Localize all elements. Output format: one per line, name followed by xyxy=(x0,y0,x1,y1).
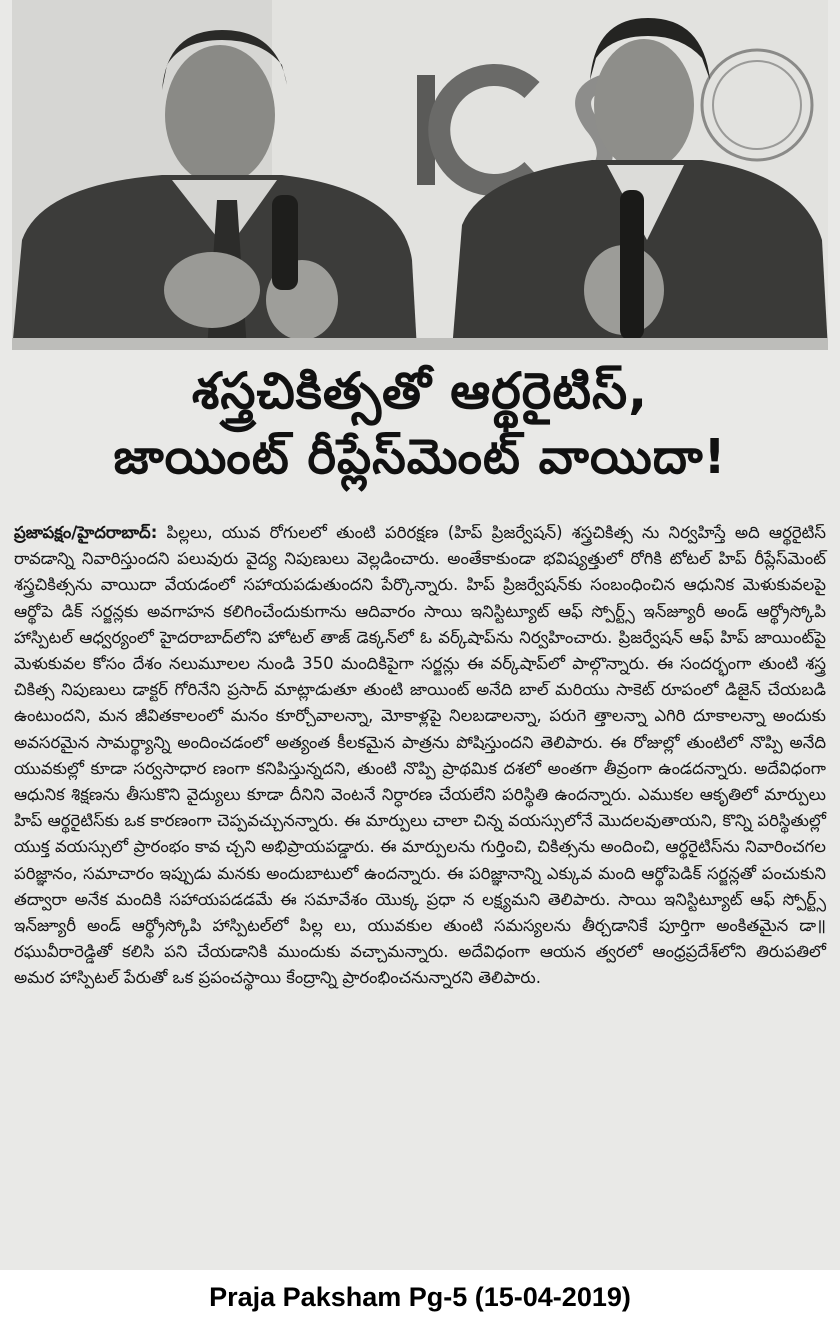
headline xyxy=(12,358,828,490)
article-body xyxy=(14,520,826,992)
photo-illustration xyxy=(12,0,828,350)
dateline: ప్రజాపక్షం/హైదరాబాద్: xyxy=(14,523,158,542)
headline-line-2: జాయింట్ రీప్లేస్‌మెంట్ వాయిదా! xyxy=(113,429,727,485)
headline-line-1: శస్త్రచికిత్సతో ఆర్థరైటిస్, xyxy=(191,362,649,420)
article-text: పిల్లలు, యువ రోగులలో తుంటి పరిరక్షణ (హిప్ ప్రిజర్వేషన్) శస్త్రచికిత్స ను నిర్వహిస్తే అది ఆర్థరైటిస్ రావడాన్ని నివారిస్తుందని పలువురు వైద్య నిపుణులు వెల్లడించారు. అంతేకాకుండా భవిష్యత్తులో రోగికి టోటల్ హిప్ రీప్లేస్‌మెంట్ శస్త్రచికిత్సను వాయిదా వేయడంలో సహాయపడుతుందని పేర్కొన్నారు. హిప్ ప్రిజర్వేషన్‌కు సంబంధించిన ఆధునిక మెళుకువలపై ఆర్థోపె డిక్ సర్జన్లకు అవగాహన కలిగించేందుకుగాను ఆదివారం సాయి ఇనిస్టిట్యూట్ ఆఫ్ స్పోర్ట్స్ ఇన్‌జ్యూరీ అండ్ ఆర్థ్రోస్కోపి హాస్పిటల్ ఆధ్వర్యంలో హైదరాబాద్‌లోని హోటల్ తాజ్ డెక్కన్‌లో ఓ వర్క్‌షాప్‌ను నిర్వహించారు. ప్రిజర్వేషన్ ఆఫ్ హిప్ జాయింట్‌పై మెళుకువల కోసం దేశం నలుమూలల నుండి 350 మందికిపైగా సర్జన్లు ఈ వర్క్‌షాప్‌లో పాల్గొన్నారు. ఈ సందర్భంగా తుంటి శస్త్ర చికిత్స నిపుణులు డాక్టర్ గోరినేని ప్రసాద్ మాట్లాడుతూ తుంటి జాయింట్ అనేది బాల్ మరియు సాకెట్ రూపంలో డిజైన్ చేయబడి ఉంటుందని, మన జీవితకాలంలో మనం కూర్చోవాలన్నా, మోకాళ్లపై నిలబడాలన్నా, పరుగె త్తాలన్నా ఎగిరి దూకాలన్నా అందుకు అవసరమైన సామర్థ్యాన్ని అందించడంలో అత్యంత కీలకమైన పాత్రను పోషిస్తుందని తెలిపారు. ఈ రోజుల్లో తుంటిలో నొప్పి అనేది యువకుల్లో కూడా సర్వసాధార ణంగా కనిపిస్తున్నదని, తుంటి నొప్పి ప్రాథమిక దశలో అంతగా తీవ్రంగా ఉండదన్నారు. అదేవిధంగా ఆధునిక శిక్షణను తీసుకొని వైద్యులు కూడా దీనిని వెంటనే నిర్ధారణ చేయలేని పరిస్థితి ఉందన్నారు. ఎముకల ఆకృతిలో మార్పులు హిప్ ఆర్థరైటిస్‌కు ఒక కారణంగా చెప్పవచ్చునన్నారు. ఈ మార్పులు చాలా చిన్న వయస్సులోనే మొదలవుతాయని, కొన్ని పరిస్థితుల్లో యుక్త వయస్సులో ప్రారంభం కావ చ్చని అభిప్రాయపడ్డారు. ఈ మార్పులను గుర్తించి, చికిత్సను అందించి, ఆర్థరైటిస్‌ను నివారించగల పరిజ్ఞానం, సమాచారం ఇప్పుడు మనకు అందుబాటులో ఉందన్నారు. ఈ పరిజ్ఞానాన్ని ఎక్కువ మంది ఆర్థోపెడిక్ సర్జన్లతో పంచుకుని తద్వారా అనేక మందికి సహాయపడడమే ఈ సమావేశం యొక్క ప్రధా న లక్ష్యమని తెలిపారు. సాయి ఇనిస్టిట్యూట్ ఆఫ్ స్పోర్ట్స్ ఇన్‌జ్యూరీ అండ్ ఆర్థ్రోస్కోపి హాస్పిటల్‌లో పిల్ల లు, యువకుల తుంటి సమస్యలను తీర్చడానికే పూర్తిగా అంకితమైన డా॥ రఘువీరారెడ్డితో కలిసి పని చేయడానికి ముందుకు వచ్చామన్నారు. అదేవిధంగా ఆయన త్వరలో ఆంధ్రప్రదేశ్‌లోని తిరుపతిలో అమర హాస్పిటల్ పేరుతో ఒక ప్రపంచస్థాయి కేంద్రాన్ని ప్రారంభించనున్నారని తెలిపారు. xyxy=(14,523,826,988)
article-photo xyxy=(12,0,828,350)
source-caption: Praja Paksham Pg-5 (15-04-2019) xyxy=(209,1282,631,1312)
